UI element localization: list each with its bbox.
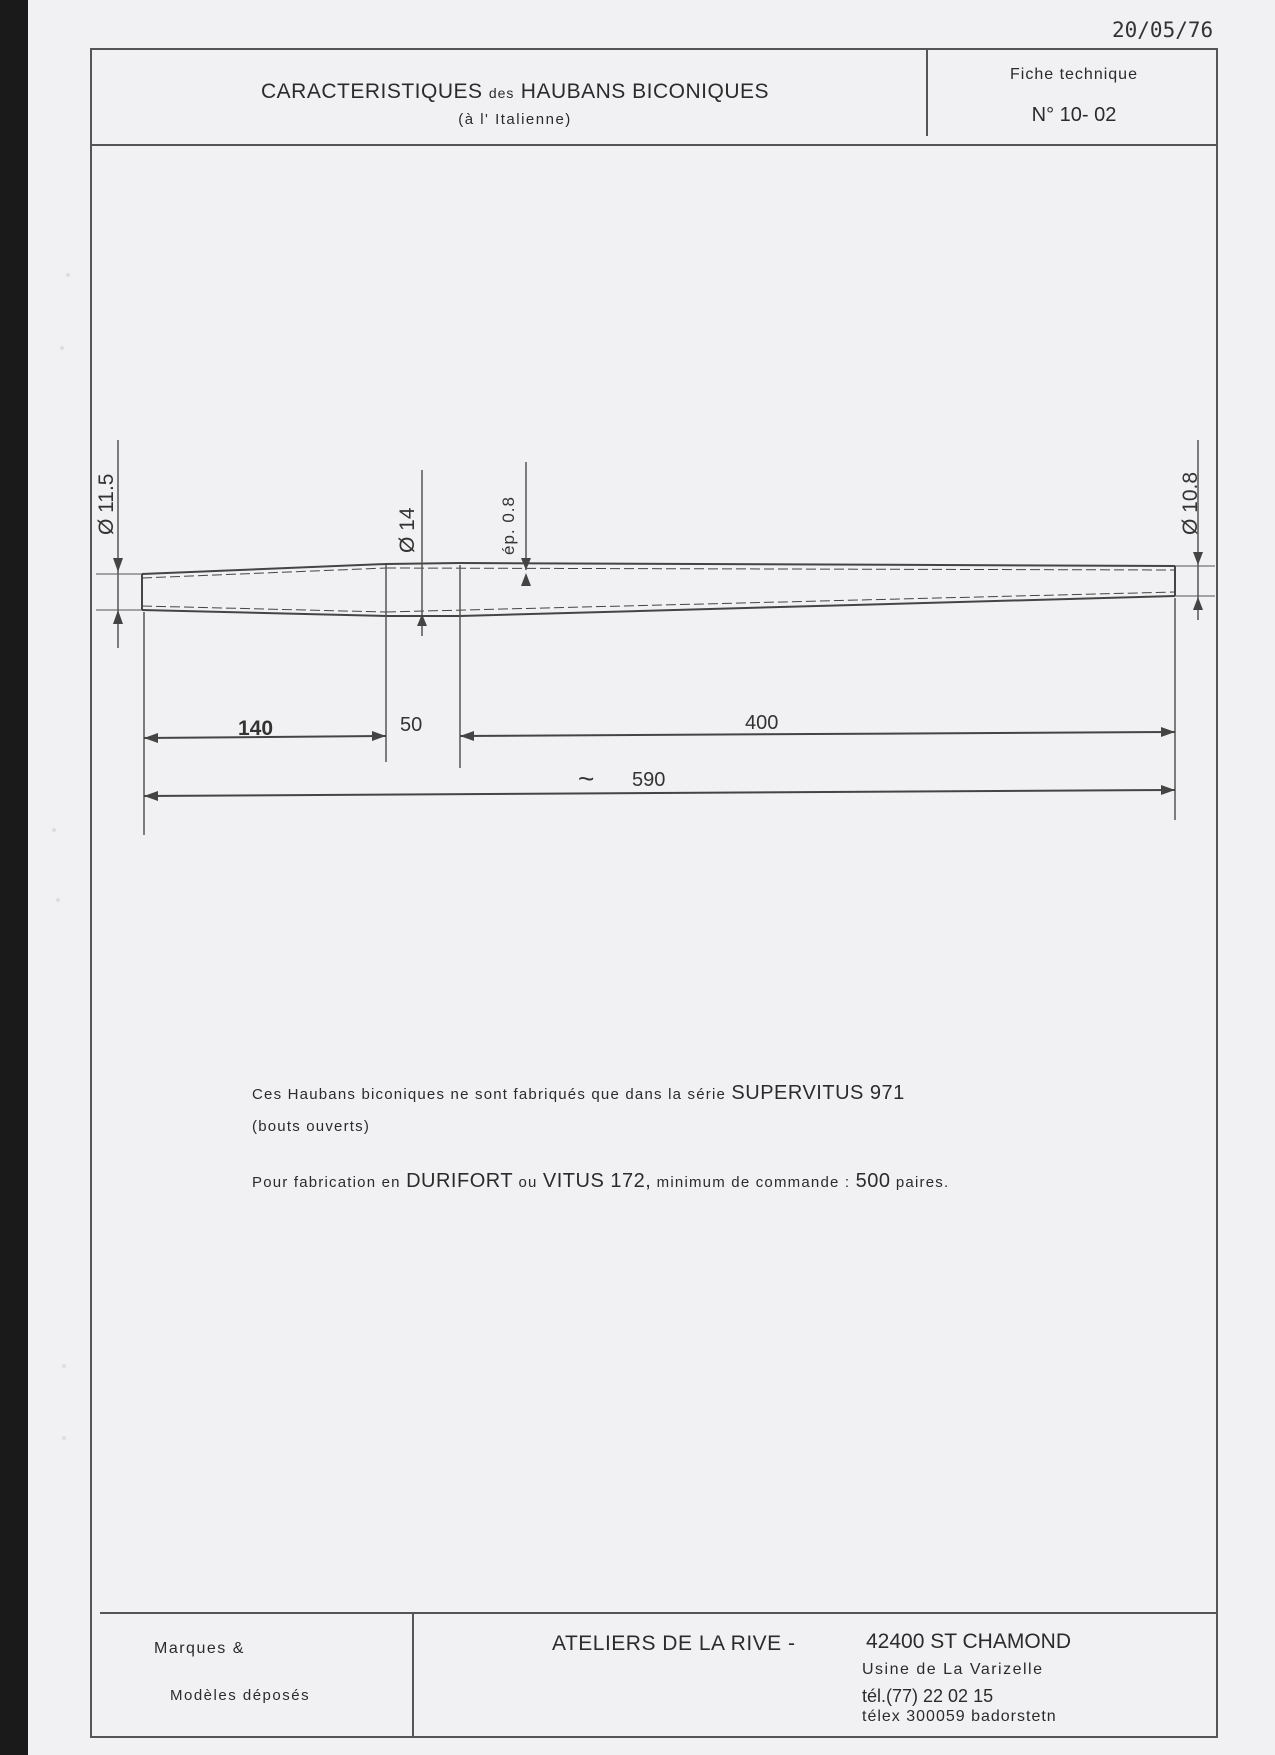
note-line-3-a: Pour fabrication en: [252, 1174, 401, 1191]
note-line-3: [252, 1170, 949, 1193]
length-140: 140: [238, 717, 274, 740]
document-subtitle: (à l' Italienne): [458, 111, 572, 128]
dim-left-diameter: Ø 11.5: [95, 473, 118, 535]
title-part3: HAUBANS BICONIQUES: [520, 80, 769, 103]
footer-marques: Marques &: [154, 1640, 245, 1657]
binder-hole: [62, 1364, 66, 1368]
dim-thickness: ép. 0.8: [499, 496, 518, 555]
note-durifort: DURIFORT: [406, 1170, 514, 1192]
tube-outline: [142, 563, 1175, 616]
document-date: 20/05/76: [1112, 18, 1214, 42]
fiche-label: Fiche technique: [1010, 66, 1138, 83]
length-50: 50: [400, 714, 423, 736]
note-quantity: 500: [855, 1170, 891, 1192]
length-590: 590: [632, 769, 666, 791]
footer-modeles: Modèles déposés: [170, 1687, 311, 1704]
note-vitus: VITUS 172,: [542, 1170, 652, 1192]
title-part1: CARACTERISTIQUES: [260, 80, 483, 103]
note-line-3-e: minimum de commande :: [656, 1174, 851, 1191]
footer-divider: [412, 1614, 414, 1738]
footer-company: ATELIERS DE LA RIVE -: [552, 1632, 796, 1655]
footer-city: 42400 ST CHAMOND: [866, 1630, 1072, 1653]
fiche-number: N° 10- 02: [1031, 104, 1117, 126]
binder-hole: [56, 898, 60, 902]
note-line-1: [252, 1082, 905, 1105]
length-400: 400: [745, 712, 779, 734]
length-approx-symbol: ~: [578, 763, 595, 794]
dim-mid-diameter: Ø 14: [396, 507, 419, 553]
note-line-1-text: Ces Haubans biconiques ne sont fabriqués que dans la série: [252, 1086, 727, 1103]
note-line-3-c: ou: [518, 1174, 538, 1191]
footer-usine: Usine de La Varizelle: [862, 1661, 1044, 1678]
binder-hole: [60, 346, 64, 350]
footer-tel: tél.(77) 22 02 15: [862, 1686, 994, 1706]
footer-border: [100, 1612, 1218, 1614]
dim-right-diameter: Ø 10.8: [1179, 471, 1202, 535]
title-part2: des: [488, 85, 515, 101]
note-line-2: (bouts ouverts): [252, 1118, 371, 1135]
binder-hole: [66, 273, 70, 277]
binder-hole: [62, 1436, 66, 1440]
note-series-name: SUPERVITUS 971: [731, 1082, 905, 1104]
binder-hole: [52, 828, 56, 832]
footer-telex: télex 300059 badorstetn: [862, 1708, 1057, 1725]
note-line-3-g: paires.: [895, 1174, 950, 1191]
